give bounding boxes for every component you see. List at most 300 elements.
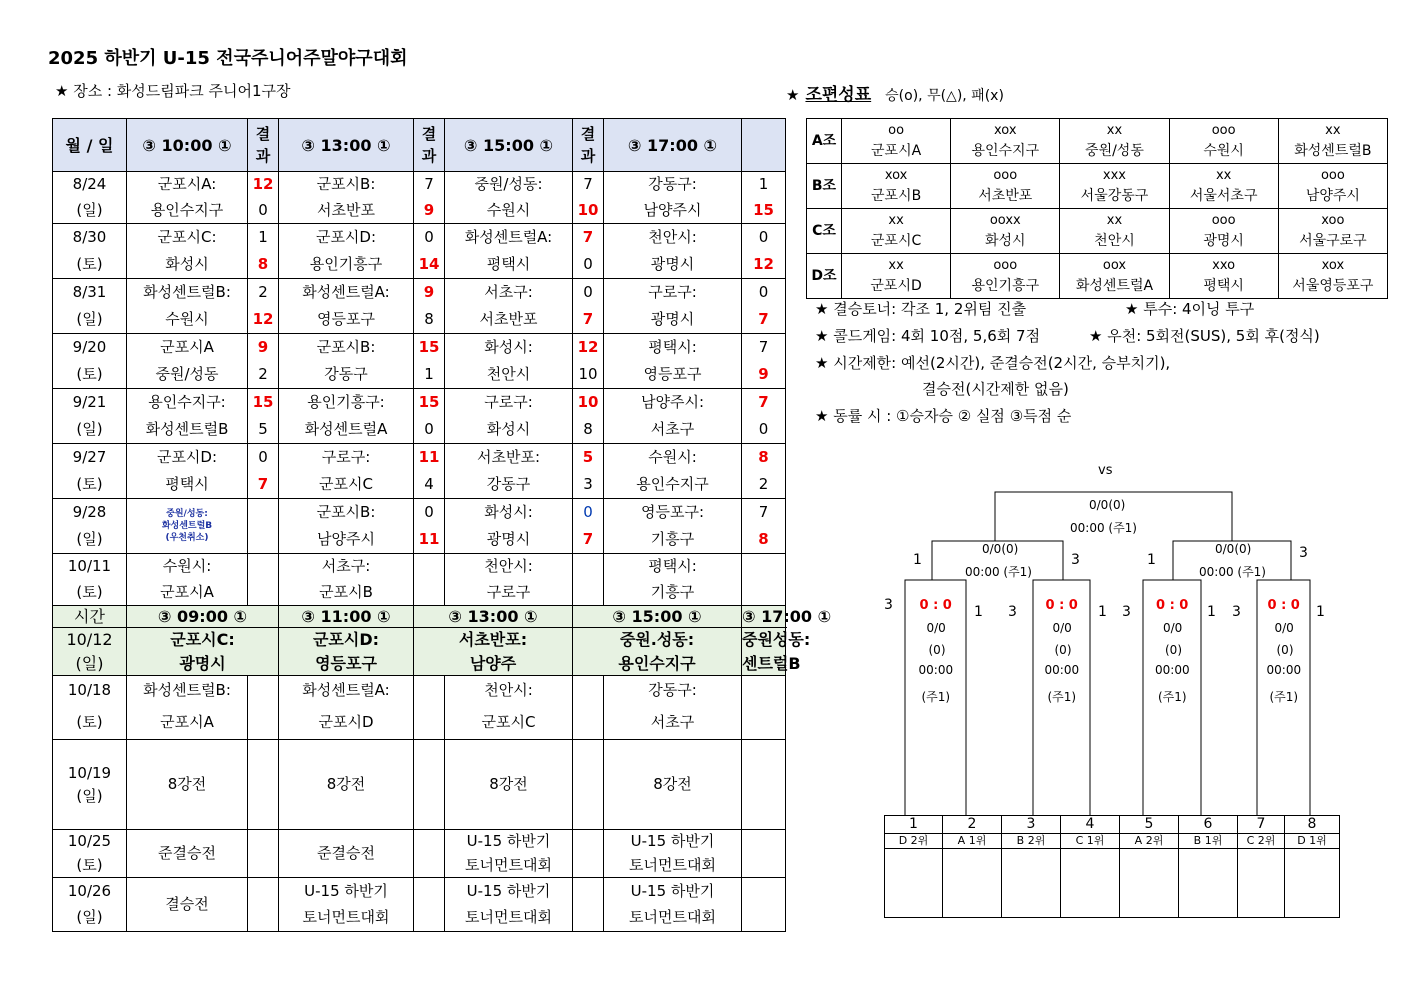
- semifinal-cell: 준결승전: [127, 830, 248, 878]
- team-record: oo: [888, 123, 905, 138]
- score-away: 1: [414, 362, 445, 389]
- date-cell: 9/20: [53, 334, 127, 362]
- quarterfinal-innings: (0): [1054, 643, 1072, 657]
- team-away: 중원/성동: [127, 362, 248, 389]
- team-away: 화성센트럴B: [161, 521, 213, 531]
- team-home: 화성센트럴A:: [279, 676, 414, 706]
- header-time: ③ 17:00 ①: [742, 607, 832, 626]
- team-name: 군포시D: [870, 278, 922, 294]
- score-home: 12: [573, 334, 604, 362]
- star-icon: ★: [786, 86, 800, 104]
- score-away: 7: [248, 472, 279, 499]
- quarterfinal-field: (주1): [921, 690, 951, 704]
- team-name: 서울강동구: [1080, 188, 1149, 204]
- team-away: 화성시: [445, 417, 573, 444]
- score-away: 8: [742, 527, 786, 554]
- team-name: 남양주시: [1305, 188, 1360, 204]
- team-record: ooo: [1320, 168, 1345, 183]
- bracket-slot-number: 7: [1238, 816, 1285, 834]
- team-away: 용인수지구: [573, 652, 742, 676]
- score-home: 7: [414, 172, 445, 198]
- date-cell: 9/27: [53, 444, 127, 472]
- team-home: 군포시C:: [127, 224, 248, 252]
- score-home: 5: [573, 444, 604, 472]
- day-cell: (토): [53, 706, 127, 740]
- note-time-2: 결승전(시간제한 없음): [922, 380, 1069, 398]
- team-away: 용인수지구: [127, 198, 248, 224]
- tournament-cell: U-15 하반기: [604, 878, 742, 905]
- team-home: 중원.성동:: [573, 628, 742, 652]
- team-home: 화성시:: [445, 334, 573, 362]
- score-away: 0: [742, 417, 786, 444]
- team-home: 서초반포:: [414, 628, 573, 652]
- team-away: 군포시B: [279, 580, 414, 606]
- team-away: 군포시C: [279, 472, 414, 499]
- bracket-seed-label: B 2위: [1002, 834, 1061, 849]
- date-cell: 8/24: [53, 172, 127, 198]
- score-away: 9: [742, 362, 786, 389]
- bracket-slot-empty: [1061, 849, 1120, 918]
- team-home: 화성센트럴A:: [279, 279, 414, 307]
- team-home: 중원/성동:: [445, 172, 573, 198]
- team-home: 구로구:: [279, 444, 414, 472]
- header-time: ③ 10:00 ①: [127, 119, 248, 172]
- tournament-cell: U-15 하반기: [445, 878, 573, 905]
- score-away: 0: [573, 252, 604, 279]
- score-away: 2: [742, 472, 786, 499]
- semi-time: 00:00 (주1): [965, 565, 1032, 579]
- score-away: 0: [248, 198, 279, 224]
- quarterfinal-time: 00:00: [1044, 663, 1080, 677]
- score-away: 8: [573, 417, 604, 444]
- team-home: 천안시:: [445, 554, 573, 580]
- quarterfinal-time: 00:00: [1155, 663, 1190, 677]
- tournament-cell: 토너먼트대회: [445, 905, 573, 932]
- note-cold-text: ★ 콜드게임: 4회 10점, 5,6회 7점: [815, 327, 1041, 345]
- quarterfinal-score: 0 : 0: [919, 598, 952, 613]
- team-home: 화성시:: [445, 499, 573, 527]
- team-home: 군포시A:: [127, 172, 248, 198]
- date-cell: 10/26: [53, 878, 127, 905]
- score-away: 7: [742, 307, 786, 334]
- score-home: 7: [742, 334, 786, 362]
- quarterfinal-cell: 8강전: [604, 740, 742, 830]
- group-name: D조: [807, 254, 842, 299]
- bracket-slot-empty: [1285, 849, 1340, 918]
- team-record: xox: [1321, 258, 1345, 273]
- team-record: ooo: [1211, 213, 1236, 228]
- quarterfinal-cell: 8강전: [279, 740, 414, 830]
- team-home: 군포시B:: [279, 172, 414, 198]
- team-away: 평택시: [127, 472, 248, 499]
- team-home: 서초구:: [279, 554, 414, 580]
- bracket-seed-label: A 2위: [1120, 834, 1179, 849]
- team-name: 화성시: [984, 233, 1026, 249]
- note-pitcher-text: ★ 투수: 4이닝 투구: [1125, 300, 1255, 318]
- team-home: 천안시:: [445, 676, 573, 706]
- team-away: 기흥구: [604, 580, 742, 606]
- score-away: 3: [573, 472, 604, 499]
- bracket-number: 1: [913, 552, 922, 568]
- bracket-slot-empty: [943, 849, 1002, 918]
- tournament-cell: U-15 하반기: [604, 830, 742, 854]
- quarterfinal-innings: (0): [928, 643, 946, 657]
- score-home: 9: [248, 334, 279, 362]
- note-final-text: ★ 결승토너: 각조 1, 2위팀 진출: [815, 300, 1027, 318]
- bracket-vs: vs: [1098, 463, 1113, 478]
- bracket-seed-label: D 1위: [1285, 834, 1340, 849]
- team-name: 서울서초구: [1189, 188, 1258, 204]
- header-time: ③ 09:00 ①: [127, 606, 279, 628]
- team-away: 군포시A: [127, 706, 248, 740]
- team-record: xx: [888, 213, 904, 228]
- bracket-seed-label: A 1위: [943, 834, 1002, 849]
- bracket-number: 3: [1122, 604, 1131, 620]
- bracket-seed-label: B 1위: [1179, 834, 1238, 849]
- bracket-number: 3: [1071, 552, 1080, 568]
- score-home: 9: [414, 279, 445, 307]
- team-record: xxo: [1212, 258, 1236, 273]
- score-home: 11: [414, 444, 445, 472]
- quarterfinal-score: 0 : 0: [1045, 598, 1078, 613]
- semi-time: 00:00 (주1): [1199, 565, 1266, 579]
- team-home: 평택시:: [604, 554, 742, 580]
- team-away: 광명시: [604, 252, 742, 279]
- team-record: ooo: [993, 258, 1018, 273]
- score-away: 4: [414, 472, 445, 499]
- team-away: 수원시: [445, 198, 573, 224]
- team-home: 천안시:: [604, 224, 742, 252]
- bracket-seed-label: C 1위: [1061, 834, 1120, 849]
- day-cell: (일): [53, 198, 127, 224]
- team-name: 서울구로구: [1299, 233, 1367, 249]
- team-away: 천안시: [445, 362, 573, 389]
- team-home: 군포시A: [127, 334, 248, 362]
- quarterfinal-cell: 8강전: [127, 740, 248, 830]
- team-away: 영등포구: [279, 652, 414, 676]
- header-time: ③ 11:00 ①: [279, 606, 414, 628]
- bracket-number: 3: [884, 597, 893, 613]
- tournament-cell: 토너먼트대회: [604, 905, 742, 932]
- team-away: 용인수지구: [604, 472, 742, 499]
- bracket-slot-number: 2: [943, 816, 1002, 834]
- team-name: 서울영등포구: [1292, 278, 1374, 294]
- team-home: 중원/성동:: [166, 509, 208, 519]
- score-home: 0: [414, 224, 445, 252]
- team-home: 군포시C:: [127, 628, 279, 652]
- score-home: 7: [573, 224, 604, 252]
- semifinal-cell: 준결승전: [279, 830, 414, 878]
- bracket-slot-number: 8: [1285, 816, 1340, 834]
- team-home: 수원시:: [604, 444, 742, 472]
- team-away: 센트럴B: [742, 652, 786, 676]
- groups-heading-label: 조편성표: [805, 85, 872, 105]
- team-name: 평택시: [1203, 278, 1244, 294]
- team-record: ooo: [1211, 123, 1236, 138]
- group-name: C조: [807, 209, 842, 254]
- team-name: 용인기흥구: [971, 278, 1040, 294]
- group-name: A조: [807, 119, 842, 164]
- score-home: 15: [414, 389, 445, 417]
- note-tie: ★ 동률 시 : ①승자승 ② 실점 ③득점 순: [815, 407, 1072, 425]
- day-cell: (일): [53, 307, 127, 334]
- team-away: 기흥구: [604, 527, 742, 554]
- note-time: ★ 시간제한: 예선(2시간), 준결승전(2시간, 승부치기),: [815, 354, 1171, 372]
- bracket-slot-number: 1: [885, 816, 943, 834]
- score-home: 0: [573, 279, 604, 307]
- group-name: B조: [807, 164, 842, 209]
- quarterfinal-innings: (0): [1276, 643, 1294, 657]
- score-home: 8: [742, 444, 786, 472]
- score-away: 10: [573, 198, 604, 224]
- team-away: 군포시D: [279, 706, 414, 740]
- bracket-seed-label: D 2위: [885, 834, 943, 849]
- quarterfinal-runs: 0/0: [1274, 621, 1294, 635]
- final-time: 00:00 (주1): [1070, 521, 1137, 535]
- time-label: 시간: [53, 606, 127, 628]
- quarterfinal-cell: 8강전: [445, 740, 573, 830]
- team-away: 화성시: [127, 252, 248, 279]
- team-home: 화성센트럴B:: [127, 676, 248, 706]
- team-name: 화성센트럴B: [1294, 143, 1372, 159]
- team-home: 군포시D:: [279, 628, 414, 652]
- date-cell: 10/19: [53, 740, 127, 785]
- bracket-slot-number: 3: [1002, 816, 1061, 834]
- day-cell: (토): [53, 472, 127, 499]
- team-name: 수원시: [1203, 143, 1244, 159]
- team-away: 군포시A: [127, 580, 248, 606]
- score-home: 1: [248, 224, 279, 252]
- quarterfinal-field: (주1): [1158, 690, 1187, 704]
- score-away: 15: [742, 198, 786, 224]
- team-away: 광명시: [127, 652, 279, 676]
- team-record: ooxx: [989, 213, 1021, 228]
- bracket-slot-number: 4: [1061, 816, 1120, 834]
- team-record: xx: [1215, 168, 1232, 183]
- bracket-slot-number: 5: [1120, 816, 1179, 834]
- team-name: 광명시: [1203, 233, 1244, 249]
- quarterfinal-runs: 0/0: [926, 621, 946, 635]
- team-record: ooo: [993, 168, 1018, 183]
- team-away: 서초구: [604, 417, 742, 444]
- score-home: 2: [248, 279, 279, 307]
- score-away: 2: [248, 362, 279, 389]
- tournament-cell: U-15 하반기: [279, 878, 414, 905]
- bracket-number: 1: [1207, 604, 1216, 620]
- score-home: 15: [248, 389, 279, 417]
- header-result-text: 결 과: [580, 125, 596, 165]
- day-cell: (일): [53, 417, 127, 444]
- tournament-cell: 토너먼트대회: [279, 905, 414, 932]
- score-home: 0: [742, 279, 786, 307]
- score-home: 7: [742, 499, 786, 527]
- team-home: 군포시D:: [279, 224, 414, 252]
- team-away: 남양주: [414, 652, 573, 676]
- semi-score: 0/0(0): [1215, 542, 1252, 556]
- team-home: 평택시:: [604, 334, 742, 362]
- team-home: 군포시B:: [279, 334, 414, 362]
- team-record: xx: [1106, 123, 1123, 138]
- day-cell: (일): [53, 527, 127, 554]
- score-home: 0: [573, 499, 604, 527]
- score-away: 7: [573, 527, 604, 554]
- tournament-cell: 토너먼트대회: [445, 854, 573, 878]
- date-cell: 8/31: [53, 279, 127, 307]
- header-result-text: 결 과: [421, 125, 437, 165]
- team-record: oox: [1102, 258, 1127, 273]
- final-cell: 결승전: [127, 878, 248, 932]
- team-away: 평택시: [445, 252, 573, 279]
- quarterfinal-field: (주1): [1269, 690, 1299, 704]
- score-away: 7: [573, 307, 604, 334]
- bracket-slot-empty: [1120, 849, 1179, 918]
- score-away: 11: [414, 527, 445, 554]
- header-time: ③ 13:00 ①: [414, 606, 573, 628]
- quarterfinal-time: 00:00: [1266, 663, 1302, 677]
- header-time: ③ 15:00 ①: [445, 119, 573, 172]
- team-home: 강동구:: [604, 676, 742, 706]
- day-cell: (토): [53, 252, 127, 279]
- team-name: 군포시B: [871, 188, 922, 204]
- score-home: 0: [414, 499, 445, 527]
- groups-legend: 승(o), 무(△), 패(x): [885, 88, 1004, 104]
- score-home: 10: [573, 389, 604, 417]
- quarterfinal-runs: 0/0: [1052, 621, 1072, 635]
- quarterfinal-field: (주1): [1047, 690, 1077, 704]
- bracket-number: 3: [1232, 604, 1241, 620]
- score-home: 7: [742, 389, 786, 417]
- venue-text: ★ 장소 : 화성드림파크 주니어1구장: [55, 82, 291, 100]
- team-home: 구로구:: [604, 279, 742, 307]
- header-result-text: 결 과: [255, 125, 271, 165]
- team-home: 용인기흥구:: [279, 389, 414, 417]
- day-cell: (토): [53, 362, 127, 389]
- bracket-slot-empty: [1179, 849, 1238, 918]
- team-record: xxx: [1102, 168, 1127, 183]
- team-record: xox: [884, 168, 908, 183]
- team-home: 영등포구:: [604, 499, 742, 527]
- header-date: 월 / 일: [53, 119, 127, 172]
- score-home: 15: [414, 334, 445, 362]
- bracket-number: 3: [1299, 545, 1308, 561]
- team-away: 강동구: [445, 472, 573, 499]
- team-away: 서초반포: [445, 307, 573, 334]
- team-home: 화성센트럴B:: [127, 279, 248, 307]
- header-time: ③ 15:00 ①: [573, 606, 742, 628]
- team-away: 화성센트럴B: [127, 417, 248, 444]
- team-home: 화성센트럴A:: [445, 224, 573, 252]
- team-away: 군포시C: [445, 706, 573, 740]
- date-cell: 10/11: [53, 554, 127, 580]
- date-cell: 10/18: [53, 676, 127, 706]
- tournament-cell: U-15 하반기: [445, 830, 573, 854]
- team-away: 서초반포: [279, 198, 414, 224]
- score-away: 14: [414, 252, 445, 279]
- final-score: 0/0(0): [1089, 498, 1126, 512]
- team-away: 서초구: [604, 706, 742, 740]
- score-away: 5: [248, 417, 279, 444]
- team-home: 구로구:: [445, 389, 573, 417]
- team-away: 화성센트럴A: [279, 417, 414, 444]
- note-rain-text: ★ 우천: 5회전(SUS), 5회 후(정식): [1089, 327, 1320, 345]
- score-away: 10: [573, 362, 604, 389]
- team-name: 용인수지구: [971, 143, 1040, 159]
- bracket-slot-empty: [1238, 849, 1285, 918]
- date-cell: 10/25: [53, 830, 127, 854]
- day-cell: (일): [53, 905, 127, 932]
- bracket-seed-table: [884, 815, 1340, 918]
- team-name: 중원/성동: [1085, 143, 1144, 159]
- quarterfinal-score: 0 : 0: [1156, 598, 1189, 613]
- team-home: 군포시B:: [279, 499, 414, 527]
- score-home: 1: [742, 172, 786, 198]
- team-away: 영등포구: [604, 362, 742, 389]
- bracket-slot-empty: [1002, 849, 1061, 918]
- team-name: 천안시: [1094, 233, 1135, 249]
- day-cell: (토): [53, 580, 127, 606]
- team-away: 수원시: [127, 307, 248, 334]
- score-away: 0: [414, 417, 445, 444]
- score-home: 0: [742, 224, 786, 252]
- team-home: 서초반포:: [445, 444, 573, 472]
- bracket-number: 1: [1147, 552, 1156, 568]
- score-away: 8: [248, 252, 279, 279]
- team-home: 군포시D:: [127, 444, 248, 472]
- team-home: 수원시:: [127, 554, 248, 580]
- team-away: 남양주시: [279, 527, 414, 554]
- team-away: 영등포구: [279, 307, 414, 334]
- score-away: 12: [248, 307, 279, 334]
- score-away: 12: [742, 252, 786, 279]
- team-name: 군포시A: [871, 143, 922, 159]
- quarterfinal-score: 0 : 0: [1267, 598, 1300, 613]
- day-cell: (토): [53, 854, 127, 878]
- bracket-number: 1: [1098, 604, 1107, 620]
- team-name: 서초반포: [978, 188, 1033, 204]
- team-away: 남양주시: [604, 198, 742, 224]
- quarterfinal-innings: (0): [1165, 643, 1182, 657]
- team-home: 남양주시:: [604, 389, 742, 417]
- team-name: 군포시C: [870, 233, 922, 249]
- page-title: 2025 하반기 U-15 전국주니어주말야구대회: [48, 48, 408, 69]
- date-cell: 8/30: [53, 224, 127, 252]
- quarterfinal-time: 00:00: [918, 663, 954, 677]
- score-away: 9: [414, 198, 445, 224]
- team-record: xx: [888, 258, 904, 273]
- team-home: 용인수지구:: [127, 389, 248, 417]
- bracket-number: 1: [974, 604, 983, 620]
- team-record: xx: [1325, 123, 1341, 138]
- bracket-number: 1: [1316, 604, 1325, 620]
- quarterfinal-runs: 0/0: [1163, 621, 1183, 635]
- tournament-cell: 토너먼트대회: [604, 854, 742, 878]
- score-home: 0: [248, 444, 279, 472]
- day-cell: (일): [53, 785, 127, 830]
- team-name: 화성센트럴A: [1075, 278, 1154, 294]
- team-record: xoo: [1321, 213, 1345, 228]
- semi-score: 0/0(0): [982, 542, 1019, 556]
- date-cell: 10/12: [53, 628, 127, 652]
- team-home: 서초구:: [445, 279, 573, 307]
- team-home: 강동구:: [604, 172, 742, 198]
- bracket-slot-number: 6: [1179, 816, 1238, 834]
- team-away: 구로구: [445, 580, 573, 606]
- bracket-number: 3: [1008, 604, 1017, 620]
- team-home: 중원성동:: [742, 628, 786, 652]
- cancel-note: (우천취소): [165, 533, 209, 543]
- team-away: 광명시: [604, 307, 742, 334]
- day-cell: (일): [53, 652, 127, 676]
